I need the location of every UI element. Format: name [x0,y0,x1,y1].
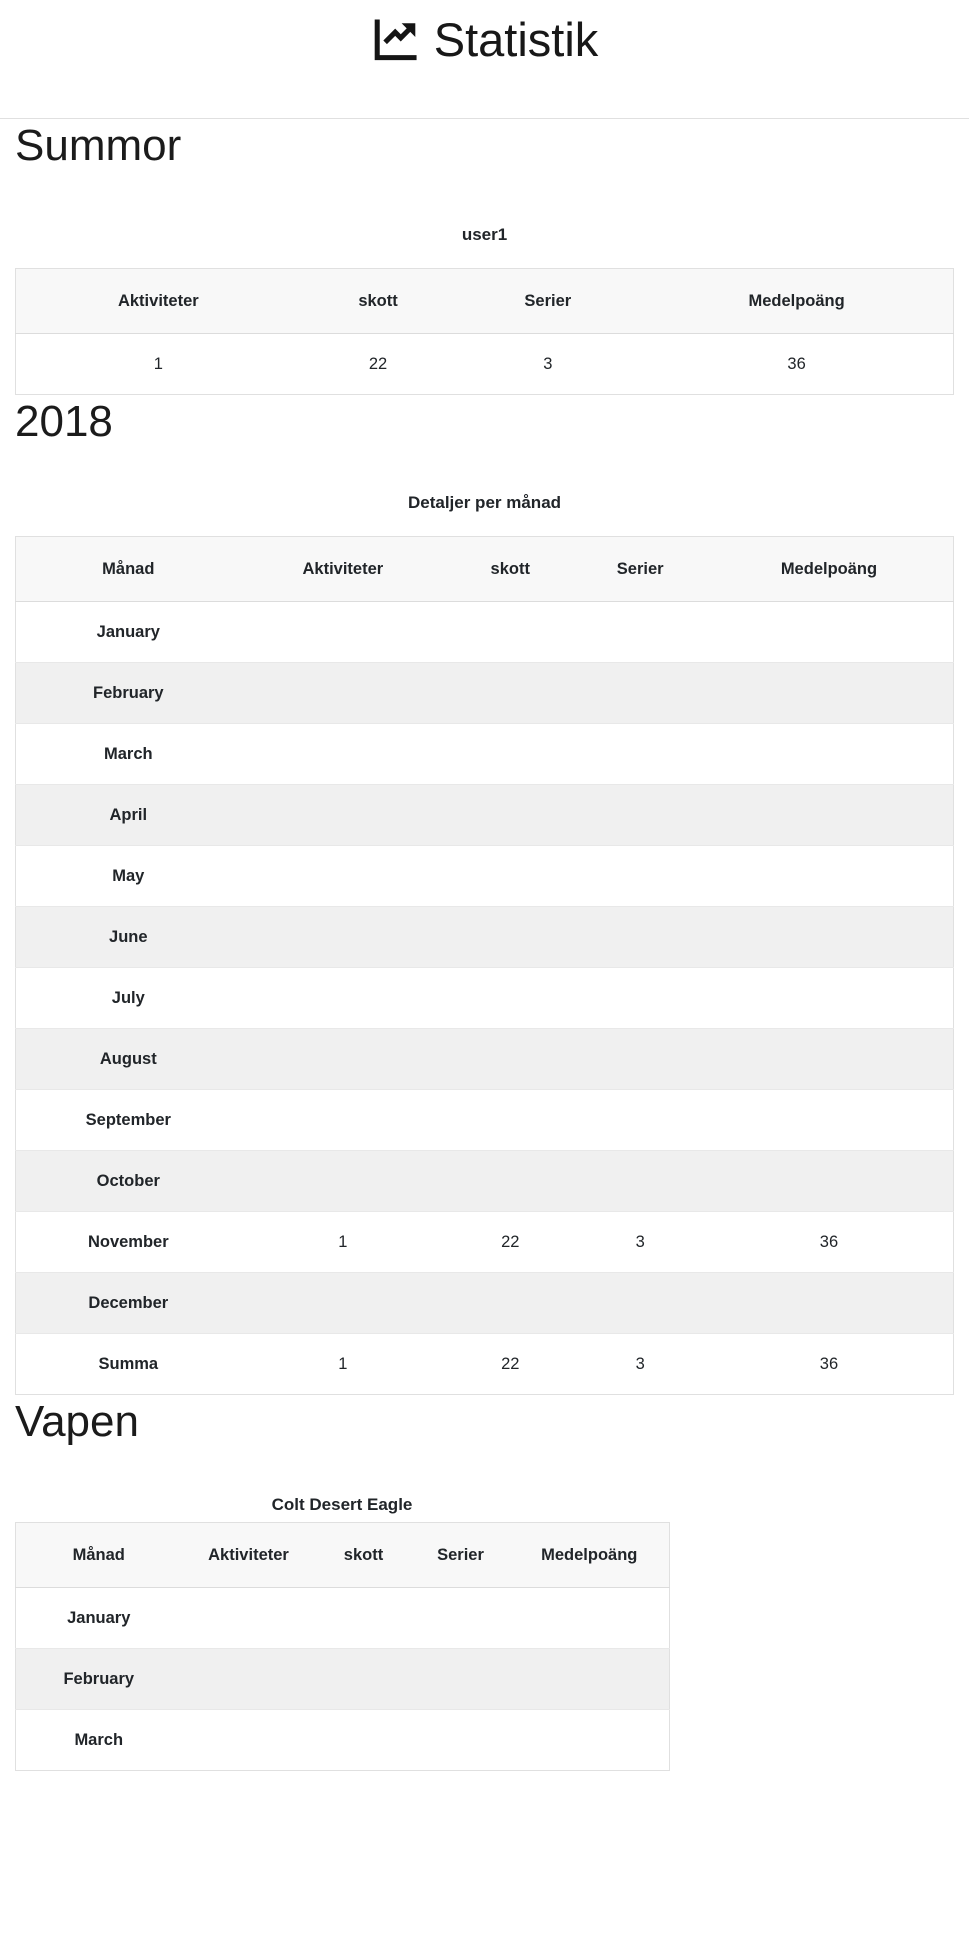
cell-value [241,1151,445,1212]
weapon-table [15,1522,670,1771]
cell-value [575,1151,704,1212]
cell-value [705,907,954,968]
table-row [16,1588,670,1649]
row-label: March [16,1710,182,1771]
cell-value [445,907,575,968]
cell-value [241,1273,445,1334]
column-header: Aktiviteter [182,1523,316,1588]
row-label: February [16,1649,182,1710]
cell-value [412,1649,510,1710]
cell-value [705,968,954,1029]
table-row [16,1710,670,1771]
row-label: April [16,785,241,846]
cell-value [575,846,704,907]
table-row [16,1090,954,1151]
column-header: skott [445,537,575,602]
cell-value [241,724,445,785]
cell-value [575,1029,704,1090]
row-label: May [16,846,241,907]
cell-value [705,846,954,907]
table-row [16,785,954,846]
table-row [16,968,954,1029]
column-header: Serier [412,1523,510,1588]
row-label: Summa [16,1334,241,1395]
cell-value [241,968,445,1029]
summary-table [15,268,954,395]
cell-value [510,1710,670,1771]
row-label: February [16,663,241,724]
cell-value [705,785,954,846]
cell-value: 3 [455,334,640,395]
cell-value [575,1273,704,1334]
column-header: Medelpoäng [705,537,954,602]
table-caption-user1: user1 [461,225,508,244]
cell-value: 36 [705,1212,954,1273]
row-label: November [16,1212,241,1273]
column-header: Månad [16,1523,182,1588]
cell-value [575,785,704,846]
cell-value [412,1588,510,1649]
cell-value: 36 [705,1334,954,1395]
cell-value: 1 [241,1212,445,1273]
column-header: Serier [575,537,704,602]
table-row [16,1151,954,1212]
section-heading-vapen: Vapen [15,1397,139,1446]
cell-value [445,846,575,907]
column-header: Serier [455,269,640,334]
cell-value [445,663,575,724]
cell-value [445,968,575,1029]
cell-value [575,968,704,1029]
cell-value [510,1649,670,1710]
cell-value [241,907,445,968]
row-label: September [16,1090,241,1151]
table-caption-detaljer: Detaljer per månad [407,493,562,512]
row-label: March [16,724,241,785]
cell-value [705,602,954,663]
row-label: August [16,1029,241,1090]
cell-value [412,1710,510,1771]
cell-value [575,602,704,663]
cell-value [445,1273,575,1334]
table-row [16,334,954,395]
table-row [16,1029,954,1090]
cell-value [182,1588,316,1649]
cell-value: 1 [241,1334,445,1395]
column-header: Månad [16,537,241,602]
table-row [16,724,954,785]
table-row [16,907,954,968]
cell-value [316,1710,412,1771]
cell-value [445,724,575,785]
row-label: January [16,1588,182,1649]
row-label: June [16,907,241,968]
cell-value [445,1151,575,1212]
page-title: Statistik [433,13,599,66]
cell-value [241,663,445,724]
row-label: January [16,602,241,663]
table-row [16,1273,954,1334]
cell-value [316,1649,412,1710]
cell-value [575,724,704,785]
cell-value [705,1029,954,1090]
row-label: July [16,968,241,1029]
table-row [16,663,954,724]
cell-value [510,1588,670,1649]
cell-value [241,846,445,907]
cell-value [182,1649,316,1710]
cell-value [241,785,445,846]
cell-value: 1 [16,334,301,395]
section-heading-2018: 2018 [15,397,113,446]
cell-value [241,602,445,663]
monthly-details-table [15,536,954,1395]
cell-value [241,1029,445,1090]
cell-value [575,1090,704,1151]
chart-line-icon [371,17,419,63]
table-row [16,1649,670,1710]
cell-value [445,1090,575,1151]
cell-value: 3 [575,1212,704,1273]
column-header: skott [301,269,456,334]
cell-value: 22 [445,1334,575,1395]
cell-value [705,1151,954,1212]
table-header-row [16,269,954,334]
table-header-row [16,537,954,602]
cell-value [705,663,954,724]
page-header [0,0,969,68]
column-header: skott [316,1523,412,1588]
column-header: Aktiviteter [241,537,445,602]
cell-value: 3 [575,1334,704,1395]
cell-value [445,602,575,663]
row-label: October [16,1151,241,1212]
cell-value [705,724,954,785]
content [0,119,969,1771]
cell-value: 36 [640,334,953,395]
cell-value [445,1029,575,1090]
cell-value [241,1090,445,1151]
cell-value [575,663,704,724]
cell-value [316,1588,412,1649]
section-heading-summor: Summor [15,121,182,170]
cell-value: 22 [445,1212,575,1273]
table-row [16,602,954,663]
table-row [16,1334,954,1395]
cell-value [705,1273,954,1334]
table-caption-colt: Colt Desert Eagle [271,1495,413,1514]
cell-value [575,907,704,968]
column-header: Medelpoäng [510,1523,670,1588]
cell-value [705,1090,954,1151]
row-label: December [16,1273,241,1334]
table-header-row [16,1523,670,1588]
column-header: Aktiviteter [16,269,301,334]
cell-value: 22 [301,334,456,395]
cell-value [182,1710,316,1771]
cell-value [445,785,575,846]
column-header: Medelpoäng [640,269,953,334]
table-row [16,846,954,907]
table-row [16,1212,954,1273]
